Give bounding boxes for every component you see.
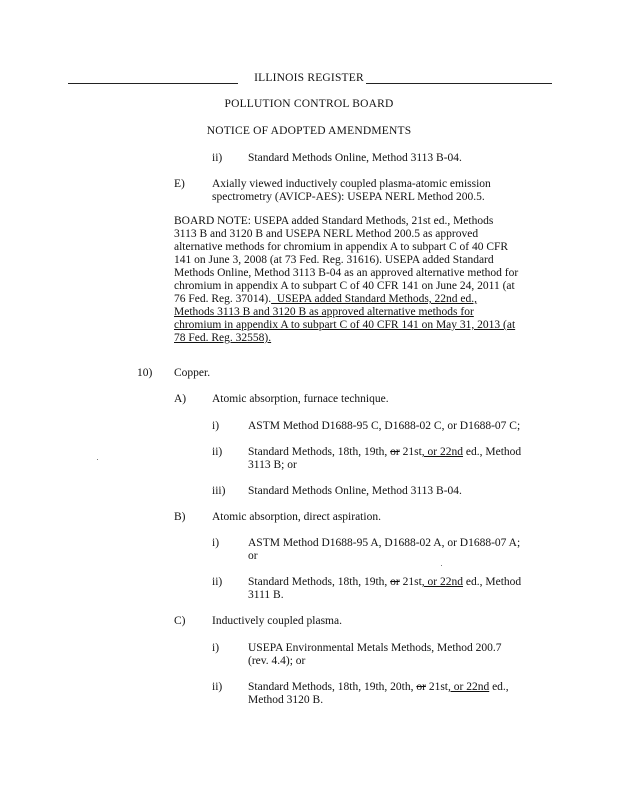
item-marker: A) [174, 393, 187, 405]
struck-text: or [390, 576, 400, 588]
item-text [248, 446, 521, 459]
board-note-line: 3113 B and 3120 B and USEPA NERL Method 200.5 as approved [174, 228, 479, 240]
item-text: ASTM Method D1688-95 C, D1688-02 C, or D1688-07 C; [248, 420, 521, 432]
item-text: (rev. 4.4); or [248, 655, 306, 667]
board-note-text: 76 Fed. Reg. 37014). [174, 293, 272, 305]
board-note-line: BOARD NOTE: USEPA added Standard Methods, 21st ed., Methods [174, 215, 494, 227]
item-text: spectrometry (AVICP-AES): USEPA NERL Method 200.5. [212, 191, 485, 203]
item-text [248, 681, 509, 694]
item-text: Method 3120 B. [248, 694, 324, 706]
inserted-text: chromium in appendix A to subpart C of 40 CFR 141 on May 31, 2013 (at [174, 319, 516, 331]
text-run: ed., Method [463, 446, 522, 458]
item-marker: ii) [212, 576, 223, 588]
board-note-line [174, 293, 574, 306]
item-marker: E) [174, 178, 185, 190]
item-text: 3111 B. [248, 589, 284, 601]
item-marker: ii) [212, 681, 223, 693]
item-marker: i) [212, 537, 220, 549]
item-text: Standard Methods Online, Method 3113 B-04. [248, 485, 462, 497]
item-text: USEPA Environmental Metals Methods, Method 200.7 [248, 642, 502, 654]
item-marker: C) [174, 615, 186, 627]
board-note-line: 141 on June 3, 2008 (at 73 Fed. Reg. 31616). USEPA added Standard [174, 254, 494, 266]
item-text: Standard Methods Online, Method 3113 B-04. [248, 152, 462, 164]
inserted-text: 78 Fed. Reg. 32558). [174, 332, 272, 344]
inserted-text: , or 22nd [421, 446, 464, 458]
board-note-line: chromium in appendix A to subpart C of 40 CFR 141 on June 24, 2011 (at [174, 280, 515, 292]
item-marker: i) [212, 642, 220, 654]
register-title: ILLINOIS REGISTER [254, 72, 364, 84]
inserted-text: , or 22nd [421, 576, 464, 588]
text-run: 21st [425, 681, 448, 693]
item-title: Inductively coupled plasma. [212, 615, 342, 627]
item-marker: B) [174, 511, 186, 523]
item-title: Atomic absorption, furnace technique. [212, 393, 389, 405]
item-marker: i) [212, 420, 220, 432]
struck-text: or [416, 681, 426, 693]
item-text: Axially viewed inductively coupled plasma-atomic emission [212, 178, 491, 190]
item-text [248, 576, 521, 589]
item-marker: ii) [212, 152, 223, 164]
board-note-line: alternative methods for chromium in appendix A to subpart C of 40 CFR [174, 241, 509, 253]
scan-speck [441, 565, 442, 566]
struck-text: or [390, 446, 400, 458]
board-note [174, 215, 574, 345]
scan-speck [97, 459, 98, 460]
text-run: 21st [399, 446, 422, 458]
inserted-text: , or 22nd [447, 681, 490, 693]
board-title: POLLUTION CONTROL BOARD [224, 98, 394, 110]
item-marker: iii) [212, 485, 226, 497]
item-text: or [248, 550, 258, 562]
text-run: Standard Methods, 18th, 19th, [248, 576, 391, 588]
text-run: ed., Method [463, 576, 522, 588]
inserted-text: USEPA added Standard Methods, 22nd ed., [271, 293, 478, 305]
text-run: ed., [489, 681, 509, 693]
text-run: Standard Methods, 18th, 19th, 20th, [248, 681, 417, 693]
item-marker: ii) [212, 446, 223, 458]
inserted-text: Methods 3113 B and 3120 B as approved alternative methods for [174, 306, 474, 318]
board-note-line: Methods Online, Method 3113 B-04 as an approved alternative method for [174, 267, 519, 279]
text-run: Standard Methods, 18th, 19th, [248, 446, 391, 458]
notice-title: NOTICE OF ADOPTED AMENDMENTS [206, 125, 412, 137]
item-text: ASTM Method D1688-95 A, D1688-02 A, or D1688-07 A; [248, 537, 521, 549]
section-marker: 10) [137, 367, 153, 379]
section-title: Copper. [174, 367, 211, 379]
text-run: 21st [399, 576, 422, 588]
item-title: Atomic absorption, direct aspiration. [212, 511, 381, 523]
item-text: 3113 B; or [248, 459, 297, 471]
